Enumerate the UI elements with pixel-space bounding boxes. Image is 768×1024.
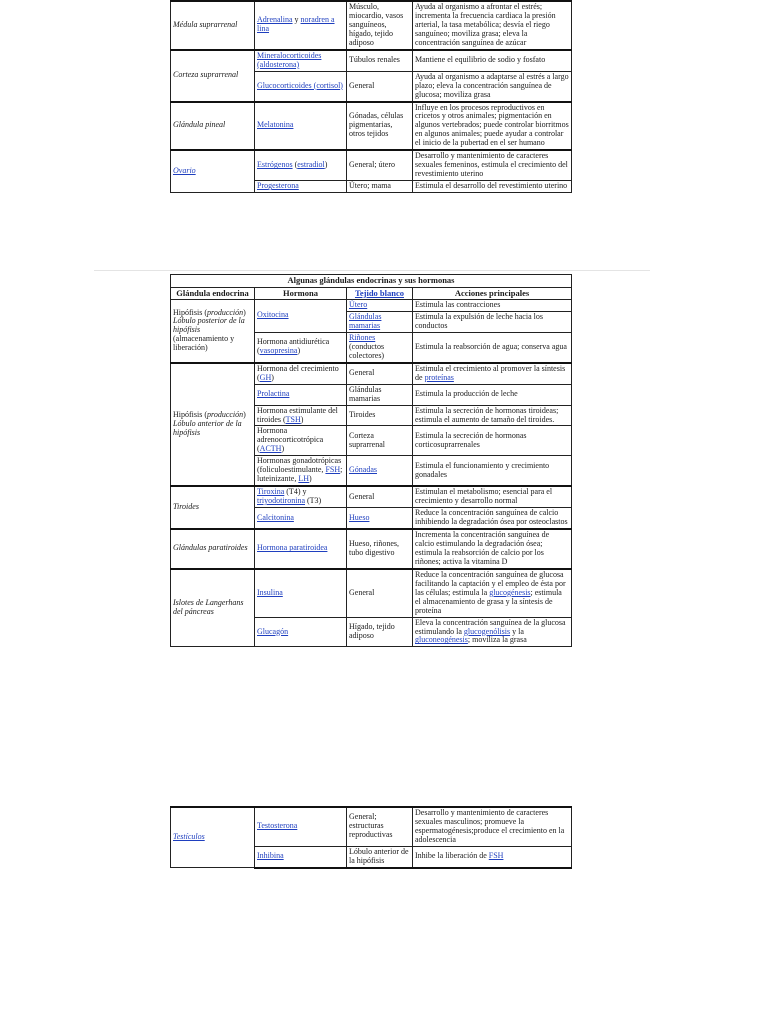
hormone-text: Hormonas gonadotrópicas (foliculoestimulante, <box>257 456 342 475</box>
hormone-cell <box>255 508 347 529</box>
action-text: Desarrollo y mantenimiento de caracteres sexuales femeninos, estimula el crecimiento del revestimiento uterino <box>415 151 568 179</box>
hormone-text: Hormona del crecimiento ( <box>257 363 339 382</box>
hormone-link[interactable]: Melatonina <box>257 120 294 130</box>
hormone-cell <box>255 332 347 362</box>
action-text: Estimula la expulsión de leche hacia los conductos <box>415 311 543 330</box>
action-cell <box>413 181 572 193</box>
gland-text: producción <box>207 307 244 317</box>
action-text: Influye en los procesos reproductivos en cricetos y otros animales; pigmentación en algunos vertebrados; puede controlar biorritmos en algunos animales; puede ayudar a controlar el inicio de la pubertad en el ser humano <box>415 102 569 148</box>
section-divider <box>94 270 650 271</box>
gland-cell <box>171 529 255 569</box>
action-text: Eleva la concentración sanguínea de la glucosa estimulando la <box>415 617 566 636</box>
action-cell <box>413 384 572 405</box>
table-row <box>171 569 572 617</box>
hormone-text: ) <box>297 346 301 356</box>
hormone-link[interactable]: Estrógenos <box>257 160 293 170</box>
target-cell <box>347 384 413 405</box>
target-text: Músculo, miocardio, vasos sanguíneos, hígado, tejido adiposo <box>349 2 404 47</box>
hormone-text: ) <box>281 444 285 454</box>
action-cell <box>413 363 572 384</box>
action-text: Inhibe la liberación de <box>415 851 489 861</box>
hormone-link[interactable]: FSH <box>325 465 341 475</box>
target-cell <box>347 456 413 486</box>
action-text: y la <box>510 626 524 636</box>
hormone-text: ; luteinizante, <box>257 465 343 484</box>
target-text: General <box>349 80 375 90</box>
table-row <box>171 50 572 71</box>
hormone-text: ) <box>324 160 328 170</box>
hormone-text: ) <box>300 414 304 424</box>
gland-name: Corteza suprarrenal <box>173 70 239 80</box>
table-row <box>171 300 572 312</box>
gland-text: ) <box>243 307 246 317</box>
action-cell <box>413 486 572 507</box>
target-text: Lóbulo anterior de la hipófisis <box>349 846 409 865</box>
gland-text: ) <box>243 410 246 420</box>
hormone-text: Hormona adrenocorticotrópica ( <box>257 426 324 454</box>
action-text: Estimula el crecimiento al promover la síntesis de <box>415 363 566 382</box>
target-cell <box>347 332 413 362</box>
target-cell <box>347 508 413 529</box>
gland-name: Médula suprarrenal <box>173 19 238 29</box>
target-text: General; útero <box>349 160 395 170</box>
action-cell <box>413 150 572 180</box>
endocrine-table-part-3 <box>170 806 572 869</box>
target-link[interactable]: Útero <box>349 300 368 310</box>
target-text: (conductos colectores) <box>349 341 385 360</box>
gland-text: Hipófisis ( <box>173 410 207 420</box>
target-text: General <box>349 587 375 597</box>
action-cell <box>413 426 572 456</box>
target-text: Túbulos renales <box>349 55 400 65</box>
hormone-text: (T3) <box>305 496 322 506</box>
target-link[interactable]: Riñones <box>349 332 376 342</box>
target-link[interactable]: Gónadas <box>349 465 377 475</box>
action-text: Reduce la concentración sanguínea de calcio inhibiendo la degradación ósea por osteoclastos <box>415 508 568 527</box>
hormone-link[interactable]: Adrenalina <box>257 15 293 25</box>
gland-text: Lóbulo posterior de la hipófisis <box>173 316 245 335</box>
action-cell <box>413 456 572 486</box>
hormone-cell <box>255 486 347 507</box>
hormone-text: Hormona antidiurética ( <box>257 337 330 356</box>
action-text: Estimula la producción de leche <box>415 389 518 399</box>
gland-text: Islotes de Langerhans del páncreas <box>173 598 244 617</box>
action-text: Mantiene el equilibrio de sodio y fosfato <box>415 55 546 65</box>
hormone-text: Hormona estimulante del tiroides ( <box>257 405 338 424</box>
hormone-link[interactable]: triyodotironina <box>257 496 305 506</box>
hormone-link[interactable]: LH <box>298 474 309 484</box>
target-cell <box>347 181 413 193</box>
table-row <box>171 102 572 151</box>
action-text: ; moviliza la grasa <box>467 635 527 645</box>
table-row <box>171 1 572 50</box>
target-cell <box>347 1 413 50</box>
hormone-cell <box>255 181 347 193</box>
hormone-link[interactable]: TSH <box>285 414 301 424</box>
target-cell <box>347 846 413 867</box>
hormone-cell <box>255 617 347 647</box>
gland-cell <box>171 102 255 151</box>
header-target[interactable] <box>347 287 413 300</box>
target-cell <box>347 617 413 647</box>
gland-link[interactable]: Testículos <box>173 832 205 842</box>
target-cell <box>347 486 413 507</box>
action-cell <box>413 508 572 529</box>
hormone-link[interactable]: Prolactina <box>257 389 290 399</box>
hormone-cell <box>255 456 347 486</box>
target-cell <box>347 102 413 151</box>
action-cell <box>413 1 572 50</box>
target-cell <box>347 71 413 101</box>
target-cell <box>347 569 413 617</box>
action-cell <box>413 71 572 101</box>
header-hormone: Hormona <box>255 287 347 300</box>
action-link[interactable]: proteínas <box>424 372 454 382</box>
target-text: General <box>349 368 375 378</box>
hormone-link[interactable]: Calcitonina <box>257 512 294 522</box>
hormone-text: ( <box>292 160 298 170</box>
action-cell <box>413 50 572 71</box>
hormone-cell <box>255 1 347 50</box>
target-cell <box>347 405 413 426</box>
hormone-cell <box>255 150 347 180</box>
action-text: ; estimula el almacenamiento de grasa y la síntesis de proteína <box>415 587 562 615</box>
gland-text: Hipófisis ( <box>173 307 207 317</box>
target-text: Hueso, riñones, tubo digestivo <box>349 538 399 557</box>
hormone-cell <box>255 384 347 405</box>
header-action: Acciones principales <box>413 287 572 300</box>
target-cell <box>347 807 413 846</box>
action-link[interactable]: FSH <box>488 851 504 861</box>
target-text: General; estructuras reproductivas <box>349 812 393 840</box>
target-text: Glándulas mamarias <box>349 384 382 403</box>
target-cell <box>347 363 413 384</box>
hormone-link[interactable]: Glucocorticoides (cortisol) <box>257 80 343 90</box>
gland-text: (almacenamiento y liberación) <box>173 334 235 353</box>
target-link[interactable]: Hueso <box>349 512 370 522</box>
action-link[interactable]: glucogenólisis <box>463 626 511 636</box>
action-text: Estimula las contracciones <box>415 300 501 310</box>
hormone-cell <box>255 426 347 456</box>
action-link[interactable]: glucogénesis <box>489 587 531 597</box>
action-cell <box>413 405 572 426</box>
action-cell <box>413 332 572 362</box>
table-row <box>171 486 572 507</box>
action-text: Estimula el funcionamiento y crecimiento gonadales <box>415 460 550 479</box>
gland-name: Glándula pineal <box>173 120 226 130</box>
action-text: Ayuda al organismo a afrontar el estrés; incrementa la frecuencia cardiaca la presión arterial, la tasa metabólica; desvía el riego sanguíneo; moviliza grasa; eleva la concentración sanguínea de azúcar <box>415 2 556 47</box>
action-cell <box>413 300 572 312</box>
action-text: Incrementa la concentración sanguínea de calcio estimulando la degradación ósea; estimula la reabsorción de calcio por los riñones; activa la vitamina D <box>415 530 550 566</box>
gland-text: Glándulas paratiroides <box>173 543 248 553</box>
hormone-link[interactable]: Tiroxina <box>257 487 285 497</box>
hormone-text: ) <box>271 372 274 382</box>
hormone-link[interactable]: Inhibina <box>257 851 284 861</box>
target-cell <box>347 50 413 71</box>
table-row <box>171 529 572 569</box>
gland-cell <box>171 50 255 102</box>
hormone-link[interactable]: Hormona paratiroidea <box>257 543 328 553</box>
hormone-link[interactable]: Testosterona <box>257 821 298 831</box>
action-cell <box>413 617 572 647</box>
action-cell <box>413 102 572 151</box>
action-text: Estimulan el metabolismo; esencial para el crecimiento y desarrollo normal <box>415 487 553 506</box>
hormone-link[interactable]: estradiol <box>297 160 325 170</box>
hormone-link[interactable]: Insulina <box>257 587 283 597</box>
hormone-text: ) <box>309 474 312 484</box>
hormone-link[interactable]: Mineralocorticoides (aldosterona) <box>257 50 322 69</box>
hormone-cell <box>255 405 347 426</box>
gland-text: Tiroides <box>173 502 199 512</box>
target-link[interactable]: Glándulas mamarias <box>349 311 382 330</box>
hormone-cell <box>255 71 347 101</box>
action-cell <box>413 807 572 846</box>
hormone-text: y <box>292 15 301 25</box>
hormone-link[interactable]: GH <box>259 372 272 382</box>
table-caption: Algunas glándulas endocrinas y sus hormonas <box>171 275 572 288</box>
target-text: Útero; mama <box>349 181 391 191</box>
gland-text: producción <box>207 410 244 420</box>
hormone-link[interactable]: ACTH <box>259 444 282 454</box>
gland-cell[interactable] <box>171 150 255 192</box>
table-row <box>171 150 572 180</box>
header-target-link[interactable]: Tejido blanco <box>354 287 405 298</box>
gland-text: Lóbulo anterior de la hipófisis <box>173 418 242 437</box>
target-text: Tiroides <box>349 410 376 420</box>
hormone-cell <box>255 569 347 617</box>
gland-link[interactable]: Ovario <box>173 166 196 176</box>
target-cell <box>347 426 413 456</box>
hormone-link[interactable]: noradren a lina <box>257 15 335 34</box>
hormone-cell <box>255 363 347 384</box>
target-text: Hígado, tejido adiposo <box>349 622 395 640</box>
header-gland: Glándula endocrina <box>171 287 255 300</box>
action-text: Reduce la concentración sanguínea de glucosa facilitando la captación y el empleo de ésta por las células; estimula la <box>415 569 566 597</box>
hormone-text: (T4) y <box>284 487 307 497</box>
hormone-cell <box>255 846 347 867</box>
hormone-cell <box>255 102 347 151</box>
target-text: General <box>349 491 375 501</box>
hormone-cell <box>255 300 347 333</box>
gland-cell[interactable] <box>171 807 255 868</box>
target-text: Corteza suprarrenal <box>349 430 385 449</box>
target-text: Gónadas, células pigmentarias, otros tejidos <box>349 111 404 139</box>
hormone-cell <box>255 807 347 846</box>
hormone-cell <box>255 50 347 71</box>
endocrine-table-part-1 <box>170 0 572 193</box>
action-cell <box>413 569 572 617</box>
hormone-cell <box>255 529 347 569</box>
target-cell <box>347 300 413 312</box>
action-text: Ayuda al organismo a adaptarse al estrés a largo plazo; eleva la concentración sanguínea de glucosa; moviliza grasa <box>415 71 569 99</box>
action-text: Estimula la secreción de hormonas tiroideas; estimula el aumento de tamaño del tiroides. <box>415 405 559 424</box>
target-cell <box>347 529 413 569</box>
gland-cell <box>171 569 255 647</box>
gland-cell <box>171 363 255 486</box>
target-cell <box>347 150 413 180</box>
endocrine-table-main <box>170 274 572 647</box>
table-row <box>171 363 572 384</box>
action-text: Estimula el desarrollo del revestimiento uterino <box>415 181 568 191</box>
action-cell <box>413 311 572 332</box>
target-cell <box>347 311 413 332</box>
action-cell <box>413 529 572 569</box>
hormone-link[interactable]: Oxitocina <box>257 310 289 320</box>
action-text: Estimula la secreción de hormonas corticosuprarrenales <box>415 430 527 449</box>
gland-cell <box>171 486 255 529</box>
gland-cell <box>171 300 255 363</box>
action-link[interactable]: gluconeogénesis <box>415 635 468 645</box>
action-cell <box>413 846 572 867</box>
table-row <box>171 807 572 846</box>
action-text: Estimula la reabsorción de agua; conserva agua <box>415 341 567 351</box>
hormone-link[interactable]: Glucagón <box>257 626 289 636</box>
action-text: Desarrollo y mantenimiento de caracteres sexuales masculinos; promueve la espermatogénesis;produce el crecimiento en la adolescencia <box>415 808 565 844</box>
hormone-link[interactable]: vasopresina <box>259 346 298 356</box>
hormone-link[interactable]: Progesterona <box>257 181 299 191</box>
gland-cell <box>171 1 255 50</box>
